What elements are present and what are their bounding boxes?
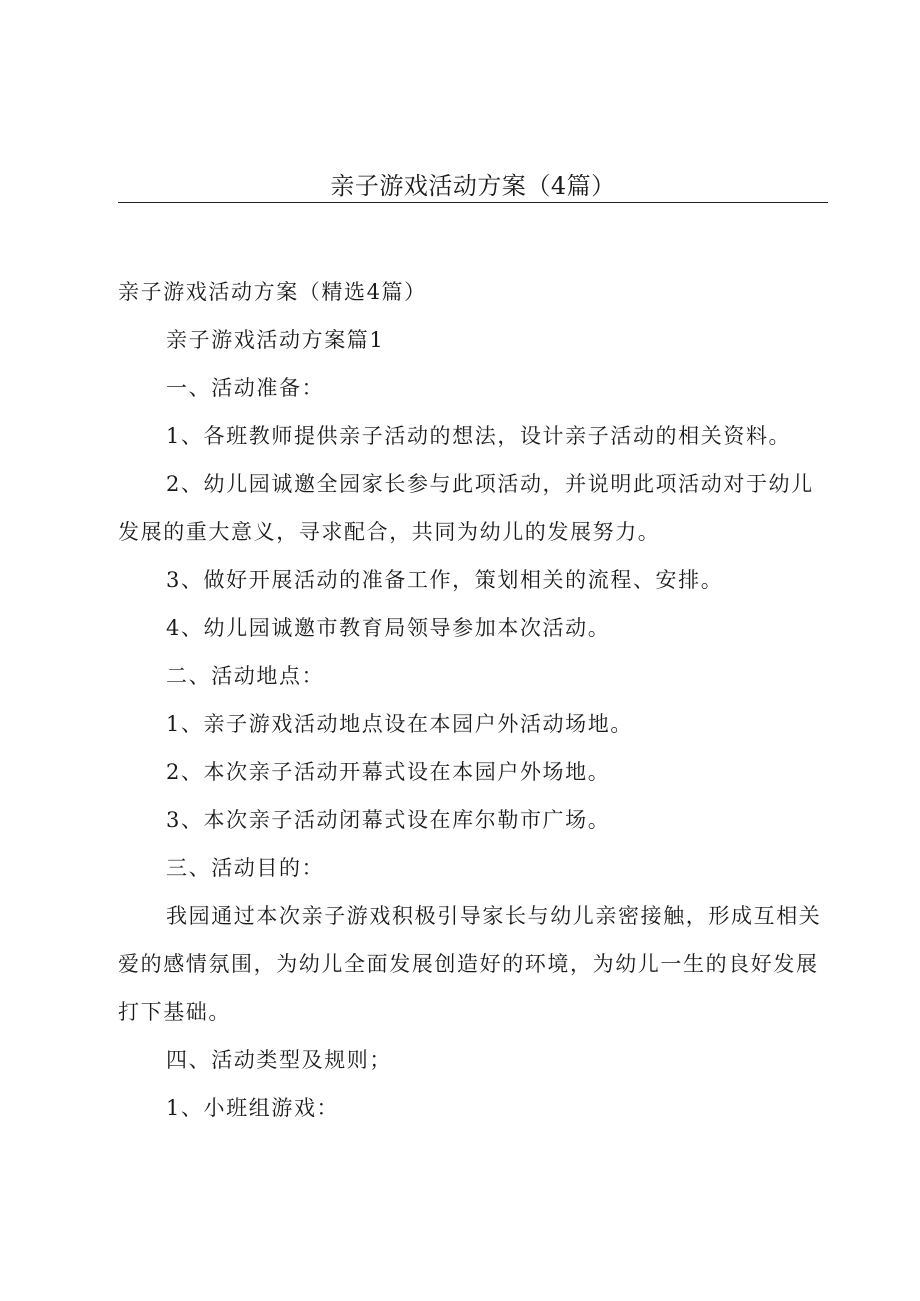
preparation-item-4: 4、幼儿园诚邀市教育局领导参加本次活动。 [166,616,611,640]
document-subtitle: 亲子游戏活动方案（精选4篇） [118,280,427,304]
purpose-paragraph: 我园通过本次亲子游戏积极引导家长与幼儿亲密接触，形成互相关爱的感情氛围，为幼儿全面发展创造好的环境，为幼儿一生的良好发展打下基础。 [118,904,822,1024]
title-underline [118,202,828,203]
section-heading-preparation: 一、活动准备： [166,376,325,400]
preparation-item-1: 1、各班教师提供亲子活动的想法，设计亲子活动的相关资料。 [166,424,792,448]
preparation-item-3: 3、做好开展活动的准备工作，策划相关的流程、安排。 [166,568,724,592]
document-body [118,268,828,1132]
part-heading: 亲子游戏活动方案篇1 [166,328,385,352]
section-heading-purpose: 三、活动目的： [166,856,325,880]
document-title: 亲子游戏活动方案（4篇） [330,172,616,200]
location-item-2: 2、本次亲子活动开幕式设在本园户外场地。 [166,760,611,784]
section-heading-activity-types: 四、活动类型及规则； [166,1048,392,1072]
location-item-3: 3、本次亲子活动闭幕式设在库尔勒市广场。 [166,808,611,832]
activity-type-item-1: 1、小班组游戏： [166,1096,340,1120]
section-heading-location: 二、活动地点： [166,664,325,688]
preparation-item-2: 2、幼儿园诚邀全园家长参与此项活动，并说明此项活动对于幼儿发展的重大意义，寻求配合，共同为幼儿的发展努力。 [118,472,814,544]
location-item-1: 1、亲子游戏活动地点设在本园户外活动场地。 [166,712,633,736]
